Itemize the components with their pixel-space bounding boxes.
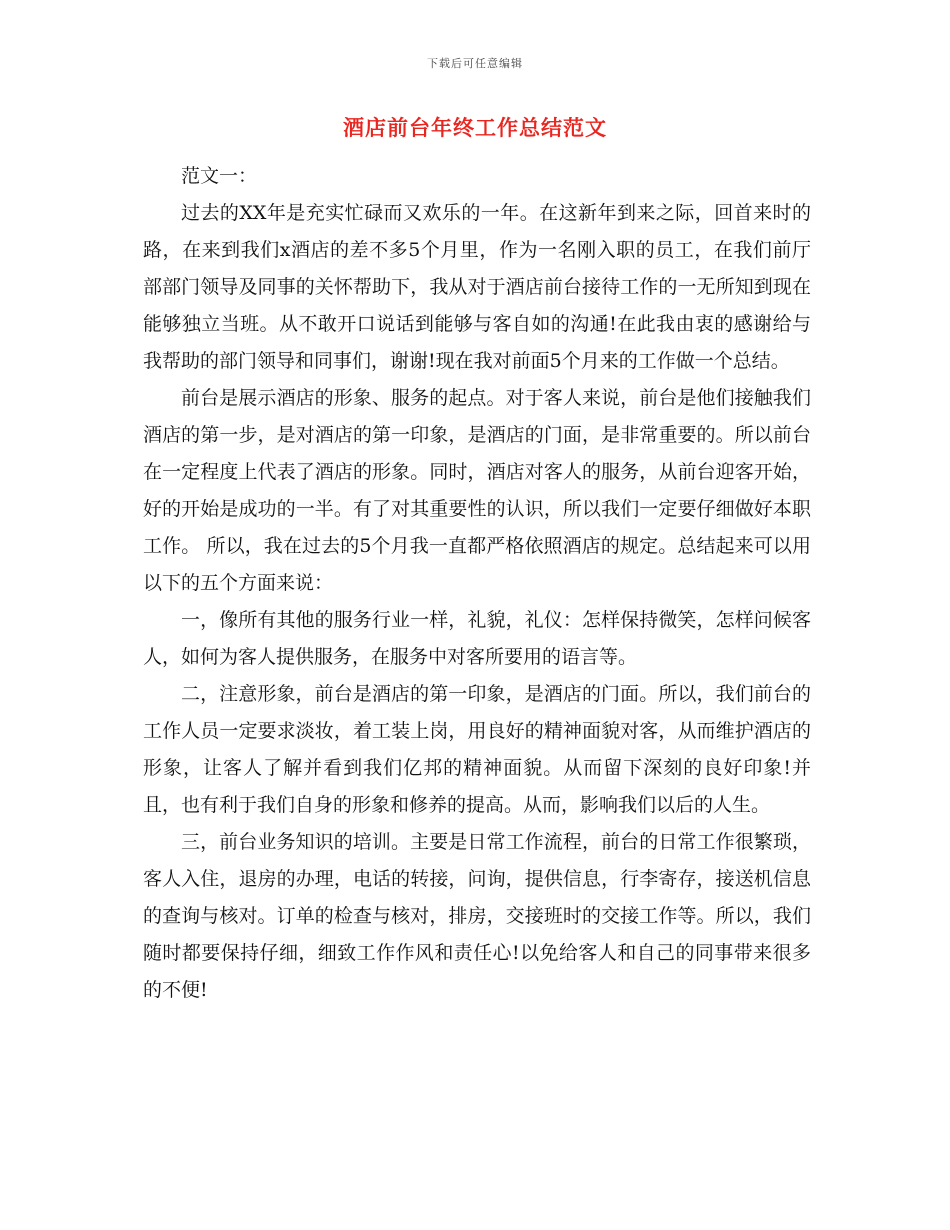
- paragraph: 三，前台业务知识的培训。主要是日常工作流程，前台的日常工作很繁琐，客人入住，退房的办理，电话的转接，问询，提供信息，行李寄存，接送机信息的查询与核对。订单的检查与核对，排房，交接班时的交接工作等。所以，我们随时都要保持仔细，细致工作作风和责任心!以免给客人和自己的同事带来很多的不便!: [143, 831, 811, 1001]
- paragraph: 一，像所有其他的服务行业一样，礼貌，礼仪：怎样保持微笑，怎样问候客人，如何为客人提供服务，在服务中对客所要用的语言等。: [143, 609, 811, 668]
- header-note: 下载后可任意编辑: [427, 57, 523, 70]
- document-title: 酒店前台年终工作总结范文: [343, 115, 607, 140]
- paragraph-label: 范文一：: [181, 165, 258, 187]
- document-body: [143, 158, 811, 1009]
- paragraph: 过去的XX年是充实忙碌而又欢乐的一年。在这新年到来之际，回首来时的路，在来到我们x酒店的差不多5个月里，作为一名刚入职的员工，在我们前厅部部门领导及同事的关怀帮助下，我从对于酒店前台接待工作的一无所知到现在能够独立当班。从不敢开口说话到能够与客自如的沟通!在此我由衷的感谢给与我帮助的部门领导和同事们，谢谢!现在我对前面5个月来的工作做一个总结。: [143, 202, 811, 372]
- paragraph: 前台是展示酒店的形象、服务的起点。对于客人来说，前台是他们接触我们酒店的第一步，是对酒店的第一印象，是酒店的门面，是非常重要的。所以前台在一定程度上代表了酒店的形象。同时，酒店对客人的服务，从前台迎客开始，好的开始是成功的一半。有了对其重要性的认识，所以我们一定要仔细做好本职工作。 所以，我在过去的5个月我一直都严格依照酒店的规定。总结起来可以用以下的五个方面来说：: [143, 387, 811, 594]
- paragraph: 二，注意形象，前台是酒店的第一印象，是酒店的门面。所以，我们前台的工作人员一定要求淡妆，着工装上岗，用良好的精神面貌对客，从而维护酒店的形象，让客人了解并看到我们亿邦的精神面貌。从而留下深刻的良好印象!并且，也有利于我们自身的形象和修养的提高。从而，影响我们以后的人生。: [143, 683, 811, 816]
